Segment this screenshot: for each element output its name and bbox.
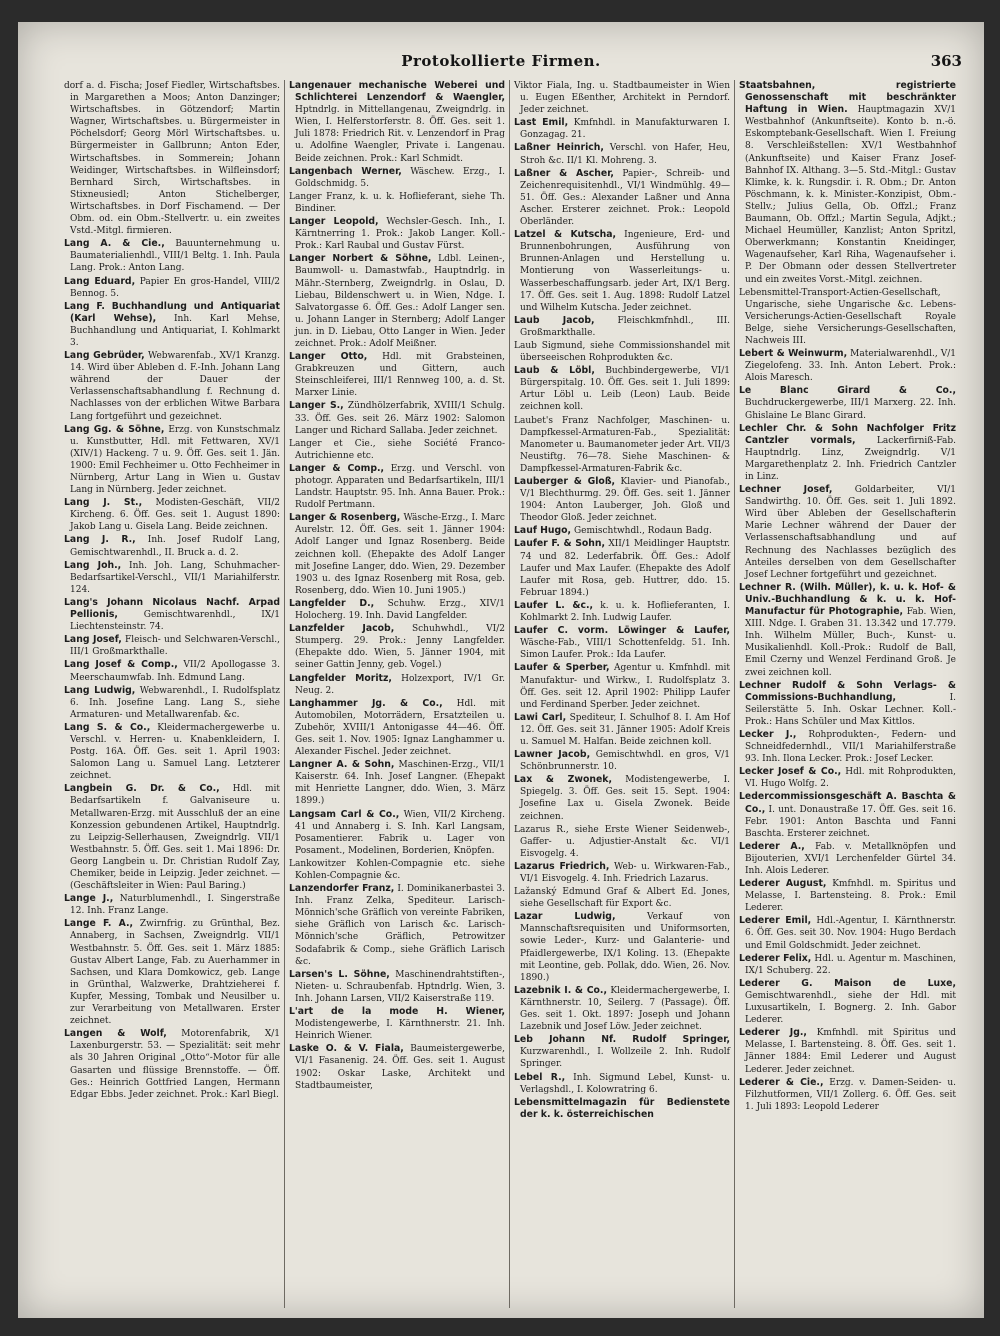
entry-text: Inh. Karl Mehse, Buchhandlung und Antiquariat, I. Kohlmarkt 3. bbox=[70, 313, 280, 348]
directory-entry bbox=[64, 497, 280, 533]
entry-text: Langer et Cie., siehe Société Franco-Autrichienne etc. bbox=[289, 438, 505, 461]
entry-text: I. unt. Donaustraße 17. Öff. Ges. seit 16. Febr. 1901: Anton Baschta und Fanni Baschta. Ersterer zeichnet. bbox=[745, 804, 956, 839]
entry-text: Verschl. von Hafer, Heu, Stroh &c. II/1 Kl. Mohreng. 3. bbox=[520, 143, 730, 166]
firm-name: Laufer L. &c., bbox=[514, 599, 594, 611]
firm-name: Lang Joh., bbox=[64, 559, 122, 571]
entry-text: Goldarbeiter, VI/1 Sandwirthg. 10. Öff. Ges. seit 1. Juli 1892. Wird über Ableben der Gesellschafterin Marie Lechner während der Dauer der Verlassenschaftsabhandlung und auf Rechnung des Nachlasses bezüglich des Anteiles derselben von dem Gesellschafter Josef Lechner fortgeführt und gezeichnet. bbox=[745, 485, 956, 580]
directory-entry bbox=[514, 600, 730, 624]
directory-entry bbox=[289, 883, 505, 968]
directory-entry bbox=[739, 978, 956, 1026]
column-2 bbox=[285, 80, 510, 1308]
directory-entry bbox=[739, 80, 956, 286]
firm-name: Lang J. St., bbox=[64, 497, 143, 509]
firm-name: Langer Norbert & Söhne, bbox=[289, 253, 432, 265]
directory-entry bbox=[64, 80, 280, 237]
directory-entry bbox=[514, 911, 730, 984]
entry-text: Agentur u. Kmfnhdl. mit Manufaktur- und Wirkw., I. Rudolfsplatz 3. Öff. Ges. seit 12. April 1902: Philipp Laufer und Ferdinand Sperber. Jeder zeichnet. bbox=[520, 663, 730, 710]
firm-name: Langsam Carl & Co., bbox=[289, 808, 400, 820]
firm-name: Leb Johann Nf. Rudolf Springer, bbox=[514, 1034, 730, 1046]
entry-text: Modisten-Geschäft, VII/2 Kircheng. 6. Öff. Ges. seit 1. August 1890: Jakob Lang u. Gisela Lang. Beide zeichnen. bbox=[70, 498, 280, 533]
entry-text: k. u. k. Hoflieferanten, I. Kohlmarkt 2. Inh. Ludwig Laufer. bbox=[520, 600, 730, 624]
directory-entry bbox=[739, 348, 956, 384]
running-title: Protokollierte Firmen. bbox=[401, 52, 601, 70]
directory-entry bbox=[739, 841, 956, 877]
firm-name: Langfelder Moritz, bbox=[289, 672, 392, 684]
directory-entry bbox=[64, 597, 280, 633]
directory-entry bbox=[289, 809, 505, 857]
directory-entry bbox=[739, 878, 956, 914]
directory-entry bbox=[289, 80, 505, 165]
firm-name: Lazarus Friedrich, bbox=[514, 860, 610, 872]
entry-text: Kleidermachergewerbe u. Verschl. v. Herren- u. Knabenkleidern, I. Postg. 16A. Öff. Ges. seit 1. April 1903: Salomon Lang u. Samuel Lang. Letzterer zeichnet. bbox=[70, 722, 280, 782]
entry-text: Holzexport, IV/1 Gr. Neug. 2. bbox=[295, 673, 505, 696]
firm-name: Lazebnik I. & Co., bbox=[514, 984, 607, 996]
entry-text: Materialwarenhdl., V/1 Ziegelofeng. 33. Inh. Anton Lebert. Prok.: Alois Maresch. bbox=[745, 349, 956, 384]
directory-entry bbox=[289, 969, 505, 1005]
firm-name: Lawner Jacob, bbox=[514, 749, 591, 761]
firm-name: Langer & Rosenberg, bbox=[289, 512, 401, 524]
directory-entry bbox=[64, 1028, 280, 1101]
firm-name: Langhammer Jg. & Co., bbox=[289, 697, 443, 709]
firm-name: Laub & Löbl, bbox=[514, 365, 595, 377]
firm-name: Lederer A., bbox=[739, 840, 805, 852]
directory-entry bbox=[739, 1077, 956, 1113]
firm-name: Laske O. & V. Fiala, bbox=[289, 1043, 404, 1055]
entry-text: Gemischtwarenhdl., siehe der Hdl. mit Luxusartikeln, I. Bognerg. 2. Inh. Gabor Lederer. bbox=[745, 990, 956, 1026]
firm-name: Lecker Josef & Co., bbox=[739, 766, 842, 778]
directory-entry bbox=[514, 985, 730, 1033]
entry-text: I. Seilerstätte 5. Inh. Oskar Lechner. Koll.-Prok.: Hans Schüler und Max Kittlos. bbox=[745, 692, 956, 727]
directory-entry bbox=[289, 400, 505, 436]
directory-entry bbox=[514, 340, 730, 364]
entry-text: Lankowitzer Kohlen-Compagnie etc. siehe Kohlen-Compagnie &c. bbox=[289, 858, 505, 881]
firm-name: Larsen's L. Söhne, bbox=[289, 968, 390, 980]
firm-name: Lang Josef, bbox=[64, 634, 122, 646]
directory-entry bbox=[289, 166, 505, 190]
directory-entry bbox=[64, 783, 280, 892]
directory-entry bbox=[64, 301, 280, 349]
entry-text: Webwarenhdl., I. Rudolfsplatz 6. Inh. Josefine Lang. Lang S., siehe Armaturen- und Metallwarenfab. &c. bbox=[70, 685, 280, 720]
directory-entry bbox=[739, 680, 956, 728]
directory-entry bbox=[64, 685, 280, 721]
entry-text: Fab. Wien, XIII. Ndge. I. Graben 31. 13.342 und 17.779. Inh. Wilhelm Müller, Buch-, Kunst- u. Musikalienhdl. Koll.-Prok.: Rudolf de Ball, Emil Czerny und Wenzel Ferdinand Groß. Je zwei zeichnen koll. bbox=[745, 607, 957, 678]
firm-name: Langbein G. Dr. & Co., bbox=[64, 783, 220, 795]
entry-text: Erzg. und Verschl. von photogr. Apparaten und Bedarfsartikeln, III/1 Landstr. Hauptstr. 95. Inh. Anna Bauer. Prok.: Rudolf Pertmann. bbox=[295, 463, 505, 511]
entry-text: Hdl. mit Rohprodukten, VI. Hugo Wolfg. 2. bbox=[745, 767, 956, 790]
page-header bbox=[18, 52, 984, 76]
entry-text: Naturblumenhdl., I. Singerstraße 12. Inh. Franz Lange. bbox=[70, 894, 280, 917]
firm-name: Lang Josef & Comp., bbox=[64, 659, 178, 671]
firm-name: Lauf Hugo, bbox=[514, 525, 572, 537]
entry-text: Rohprodukten-, Federn- und Schneidfedernhdl., VII/1 Mariahilferstraße 93. Inh. Ilona Lecker. Prok.: Josef Lecker. bbox=[745, 729, 956, 765]
entry-text: Wäsche-Erzg., I. Marc Aurelstr. 12. Öff. Ges. seit 1. Jänner 1904: Adolf Langer und Ignaz Rosenberg. Beide zeichnen koll. (Ehepakte des Adolf Langer mit Josefine Langer, ddo. Wien, 29. Dezember 1903 u. des Ignaz Rosenberg mit Rosa, geb. Rosenberg, ddo. Wien 10. Juni 1905.) bbox=[295, 513, 505, 596]
directory-entry bbox=[514, 142, 730, 166]
firm-name: Lang Gebrüder, bbox=[64, 350, 145, 362]
directory-entry bbox=[514, 886, 730, 910]
firm-name: Lechner Rudolf & Sohn Verlags- & Commissions-Buchhandlung, bbox=[739, 679, 956, 703]
directory-entry bbox=[514, 861, 730, 885]
firm-name: Langner A. & Sohn, bbox=[289, 759, 395, 771]
entry-text: Inh. Josef Rudolf Lang, Gemischtwarenhdl., II. Bruck a. d. 2. bbox=[70, 535, 280, 558]
entry-text: Kmfnhdl. mit Spiritus und Melasse, I. Bartensteing. 8. Öff. Ges. seit 1. Jänner 1884: Emil Lederer und August Lederer. Jeder zeichnet. bbox=[745, 1028, 956, 1075]
entry-text: Buchbindergewerbe, VI/1 Bürgerspitalg. 10. Öff. Ges. seit 1. Juli 1899: Artur Löbl u. Leib (Leon) Laub. Beide zeichnen koll. bbox=[520, 366, 730, 413]
entry-text: Schuhw. Erzg., XIV/1 Holocherg. 19. Inh. David Langfelder. bbox=[295, 598, 505, 622]
entry-text: Hdl. mit Automobilen, Motorrädern, Ersatzteilen u. Zubehör, XVIII/1 Antonigasse 44—46. Öff. Ges. seit 1. Nov. 1905: Ignaz Langhammer u. Alexander Fischel. Jeder zeichnet. bbox=[295, 698, 505, 758]
directory-entry bbox=[514, 117, 730, 141]
directory-entry bbox=[514, 1072, 730, 1096]
entry-text: Kurzwarenhdl., I. Wollzeile 2. Inh. Rudolf Springer. bbox=[520, 1047, 730, 1070]
directory-entry bbox=[514, 1097, 730, 1121]
firm-name: Lang Eduard, bbox=[64, 275, 136, 287]
directory-entry bbox=[289, 216, 505, 252]
directory-entry bbox=[739, 484, 956, 581]
directory-entry bbox=[64, 534, 280, 558]
entry-text: Papier En gros-Handel, VIII/2 Bennog. 5. bbox=[70, 276, 280, 299]
entry-text: Gemischtwhdl. en gros, V/1 Schönbrunnerstr. 10. bbox=[520, 750, 730, 773]
directory-entry bbox=[289, 623, 505, 671]
firm-name: Lebel R., bbox=[514, 1071, 566, 1083]
entry-text: Baumeistergewerbe, VI/1 Fasanenig. 24. Öff. Ges. seit 1. August 1902: Oskar Laske, Architekt und Stadtbaumeister, bbox=[295, 1044, 505, 1091]
entry-text: Kleidermachergewerbe, I. Kärnthnerstr. 10, Seilerg. 7 (Passage). Öff. Ges. seit 1. Okt. 1897: Joseph und Johann Lazebnik und Josef Löw. Jeder zeichnet. bbox=[520, 985, 730, 1033]
entry-text: Wien, VII/2 Kircheng. 41 und Annaberg i. S. Inh. Karl Langsam, Posamentierer. Fabrik u. Lager von Posament., Modelinen, Borderien, Knöpfen. bbox=[295, 809, 505, 856]
firm-name: Langen & Wolf, bbox=[64, 1028, 167, 1040]
entry-text: Lebensmittel-Transport-Actien-Gesellschaft, Ungarische, siehe Ungarische &c. Lebens-Versicherungs-Actien-Gesellschaft Royale Belge, siehe Versicherungs-Gesellschaften, Nachweis III. bbox=[739, 287, 956, 346]
directory-entry bbox=[514, 229, 730, 314]
directory-entry bbox=[64, 276, 280, 300]
entry-text: VII/2 Apollogasse 3. Meerschaumwfab. Inh. Edmund Lang. bbox=[70, 660, 280, 683]
entry-text: XII/1 Meidlinger Hauptstr. 74 und 82. Lederfabrik. Öff. Ges.: Adolf Laufer und Max Laufer. (Ehepakte des Adolf Laufer mit Rosa, geb. Huttrer, ddo. 15. Februar 1894.) bbox=[520, 539, 731, 598]
firm-name: Lawi Carl, bbox=[514, 711, 567, 723]
document-page bbox=[18, 22, 984, 1318]
directory-entry bbox=[514, 80, 730, 116]
directory-entry bbox=[514, 538, 730, 598]
firm-name: Lederer August, bbox=[739, 878, 827, 890]
entry-text: Wäschew. Erzg., I. Goldschmidg. 5. bbox=[295, 166, 505, 189]
directory-entry bbox=[289, 1043, 505, 1091]
directory-entry bbox=[739, 385, 956, 421]
entry-text: dorf a. d. Fischa; Josef Fiedler, Wirtschaftsbes. in Margarethen a Moos; Anton Danzinger; Wirtschaftsbes. in Götzendorf; Martin Wagner, Wirtschaftsbes. u. Bürgermeister in Pöchelsdorf; Georg Mörl Wirtschaftsbes. u. Bürgermeister in Gallbrunn; Anton Eder, Wirtschaftsbes. in Sommerein; Johann Weidinger, Wirtschaftsbes. in Wilfleinsdorf; Bernhard Sirch, Wirtschaftsbes. in Stixneusiedl; Anton Stichelberger, Wirtschaftsbes. in Dorf Fischamend. — Der Obm. od. ein Obm.-Stellvertr. u. ein zweites Vstd.-Mitgl. firmieren. bbox=[64, 81, 280, 237]
directory-entry bbox=[289, 253, 505, 350]
directory-entry bbox=[289, 598, 505, 622]
directory-entry bbox=[739, 423, 956, 483]
firm-name: Latzel & Kutscha, bbox=[514, 229, 617, 241]
entry-text: Verkauf von Mannschaftsrequisiten und Uniformsorten, sowie Leder-, Kurz- und Galanterie- und Pfaidlergewerbe, IX/1 Koling. 13. (Ehepakte mit Leontine, geb. Pollak, ddo. Wien, 26. Nov. 1890.) bbox=[520, 912, 730, 983]
directory-entry bbox=[289, 673, 505, 697]
directory-entry bbox=[739, 1027, 956, 1075]
firm-name: Lauberger & Gloß, bbox=[514, 476, 616, 487]
entry-text: Hdl. u. Agentur m. Maschinen, IX/1 Schuberg. 22. bbox=[745, 953, 956, 976]
directory-entry bbox=[739, 582, 956, 679]
firm-name: Lange F. A., bbox=[64, 918, 134, 930]
directory-entry bbox=[514, 749, 730, 773]
entry-text: Hdl. mit Bedarfsartikeln f. Galvaniseure u. Metallwaren-Erzg. mit Ausschluß der an eine Konzession gebundenen Artikel, Hauptndrlg. zu Leipzig-Sellerhausen, Zweigndrlg. VII/1 Westbahnstr. 5. Öff. Ges. seit 1. Mai 1896: Dr. Georg Langbein u. Dr. Christian Rudolf Zay, Chemiker, beide in Leipzig. Jeder zeichnet. — (Geschäftsleiter in Wien: Paul Baring.) bbox=[70, 784, 280, 892]
entry-text: Papier-, Schreib- und Zeichenrequisitenhdl., VI/1 Windmühlg. 49—51. Öff. Ges.: Alexander Laßner und Anna Ascher. Ersterer zeichnet. Prok.: Leopold Oberländer. bbox=[520, 168, 730, 228]
firm-name: Lang's Johann Nicolaus Nachf. Arpad Pellionis, bbox=[64, 596, 280, 621]
directory-entry bbox=[64, 350, 280, 423]
directory-entry bbox=[289, 759, 505, 807]
directory-entry bbox=[289, 698, 505, 758]
directory-entry bbox=[514, 365, 730, 413]
directory-entry bbox=[514, 824, 730, 860]
directory-entry bbox=[64, 893, 280, 917]
firm-name: Langer S., bbox=[289, 400, 344, 412]
firm-name: Laßner & Ascher, bbox=[514, 167, 614, 179]
entry-text: Gemischtwhdl., Rodaun Badg. bbox=[573, 526, 712, 537]
directory-entry bbox=[289, 858, 505, 882]
directory-entry bbox=[514, 168, 730, 228]
directory-entry bbox=[514, 662, 730, 710]
directory-entry bbox=[289, 191, 505, 215]
firm-name: Laufer F. & Sohn, bbox=[514, 538, 606, 550]
firm-name: Lang Gg. & Söhne, bbox=[64, 423, 165, 435]
firm-name: Lanzendorfer Franz, bbox=[289, 883, 395, 895]
entry-text: Ingenieure, Erd- und Brunnenbohrungen, Ausführung von Brunnen-Anlagen und Herstellung u. Montierung von Wasserleitungs- u. Wasserbeschaffungsarb. jeder Art, IX/1 Berg. 17. Öff. Ges. seit 1. Aug. 1898: Rudolf Latzel und Wilhelm Kutscha. Jeder zeichnet. bbox=[520, 230, 730, 313]
entry-text: Fleischkmfnhdl., III. Großmarkthalle. bbox=[520, 315, 730, 338]
firm-name: Langer Otto, bbox=[289, 351, 368, 363]
directory-entry bbox=[739, 729, 956, 765]
entry-text: Webwarenfab., XV/1 Kranzg. 14. Wird über Ableben d. F.-Inh. Johann Lang während der Dauer der Verlassenschaftsabhandlung f. Rechnung d. Nachlasses von der erblichen Witwe Barbara Lang fortgeführt und gezeichnet. bbox=[70, 351, 280, 422]
column-1 bbox=[60, 80, 285, 1308]
entry-text: Laubet's Franz Nachfolger, Maschinen- u. Dampfkessel-Armaturen-Fab., Spezialität: Manometer u. Baumanometer jeder Art. VII/3 Neustiftg. 76—78. Siehe Maschinen- & Dampfkessel-Armaturen-Fabrik &c. bbox=[514, 415, 730, 474]
column-4 bbox=[735, 80, 960, 1308]
firm-name: L'art de la mode H. Wiener, bbox=[289, 1006, 505, 1018]
firm-name: Lang F. Buchhandlung und Antiquariat (Karl Wehse), bbox=[64, 300, 280, 324]
firm-name: Laufer C. vorm. Löwinger & Laufer, bbox=[514, 625, 730, 637]
entry-text: Zündhölzerfabrik, XVIII/1 Schulg. 33. Öff. Ges. seit 26. März 1902: Salomon Langer und Richard Sallaba. Jeder zeichnet. bbox=[295, 401, 505, 436]
directory-entry bbox=[64, 918, 280, 1027]
entry-text: Bauunternehmung u. Baumaterialienhdl., VIII/1 Beltg. 1. Inh. Paula Lang. Prok.: Anton Lang. bbox=[70, 239, 280, 274]
directory-entry bbox=[514, 315, 730, 339]
entry-text: I. Dominikanerbastei 3. Inh. Franz Zelka, Spediteur. Larisch-Mönnich'sche Gräflich von vereinte Fabriken, siehe Gräflich von Larisch &c. Larisch-Mönnich'sche Gräflich, Petrowitzer Sodafabrik & Comp., siehe Gräflich Larisch &c. bbox=[295, 884, 505, 967]
directory-entry bbox=[514, 415, 730, 475]
entry-text: Ldbl. Leinen-, Baumwoll- u. Damastwfab., Hauptndrlg. in Mähr.-Sternberg, Zweigndrlg. in Oslau, D. Liebau, Bildenschwert u. in Wien, Ndge. I. Salvatorgasse 6. Öff. Ges.: Adolf Langer sen. u. Johann Langer in Sternberg; Adolf Langer jun. in D. Liebau, Otto Langer in Wien. Jeder zeichnet. Prok.: Adolf Meißner. bbox=[295, 254, 505, 349]
firm-name: Lax & Zwonek, bbox=[514, 774, 612, 786]
entry-text: Lažanský Edmund Graf & Albert Ed. Jones, siehe Gesellschaft für Export &c. bbox=[514, 887, 730, 910]
entry-text: Gemischtwarenhdl., IX/1 Liechtensteinstr. 74. bbox=[70, 610, 280, 633]
directory-entry bbox=[739, 287, 956, 347]
directory-entry bbox=[514, 774, 730, 822]
firm-name: Lederer & Cie., bbox=[739, 1076, 824, 1088]
entry-text: Lazarus R., siehe Erste Wiener Seidenweb-, Gaffer- u. Adjustier-Anstalt &c. VI/1 Eisvogelg. 4. bbox=[514, 824, 730, 859]
firm-name: Langenbach Werner, bbox=[289, 165, 402, 177]
firm-name: Lechner Josef, bbox=[739, 484, 833, 496]
text-columns bbox=[60, 80, 962, 1308]
directory-entry bbox=[289, 1006, 505, 1042]
entry-text: Laub Sigmund, siehe Commissionshandel mit überseeischen Rohprodukten &c. bbox=[514, 340, 730, 364]
firm-name: Lang Ludwig, bbox=[64, 684, 136, 696]
entry-text: Modistengewerbe, I. Spiegelg. 3. Öff. Ges. seit 15. Sept. 1904: Josefine Lax u. Gisela Zwonek. Beide zeichnen. bbox=[520, 775, 730, 822]
entry-text: Erzg. v. Damen-Seiden- u. Filzhutformen, VII/1 Zollerg. 6. Öff. Ges. seit 1. Juli 1893: Leopold Lederer bbox=[745, 1077, 956, 1112]
directory-entry bbox=[289, 512, 505, 597]
firm-name: Lanzfelder Jacob, bbox=[289, 623, 395, 635]
directory-entry bbox=[64, 424, 280, 497]
firm-name: Langenauer mechanische Weberei und Schlichterei Lenzendorf & Waengler, bbox=[289, 80, 505, 104]
entry-text: Kmfnhdl. m. Spiritus und Melasse, I. Bartensteing. 8. Prok.: Emil Lederer. bbox=[745, 879, 956, 914]
firm-name: Lederer G. Maison de Luxe, bbox=[739, 977, 956, 989]
column-3 bbox=[510, 80, 735, 1308]
firm-name: Langer & Comp., bbox=[289, 462, 385, 474]
firm-name: Lederer Felix, bbox=[739, 952, 812, 964]
entry-text: Hptndrlg. in Mittellangenau, Zweigndrlg. in Wien, I. Helferstorferstr. 8. Öff. Ges. seit 1. Juli 1878: Friedrich Rit. v. Lenzendorf in Prag u. Adolfine Waengler, Private i. Langenau. Beide zeichnen. Prok.: Karl Schmidt. bbox=[295, 105, 505, 164]
firm-name: Lang S. & Co., bbox=[64, 721, 151, 733]
directory-entry bbox=[514, 625, 730, 661]
entry-text: Web- u. Wirkwaren-Fab., VI/1 Eisvogelg. 4. Inh. Friedrich Lazarus. bbox=[520, 861, 730, 884]
directory-entry bbox=[289, 438, 505, 462]
firm-name: Lazar Ludwig, bbox=[514, 911, 616, 923]
entry-text: Inh. Sigmund Lebel, Kunst- u. Verlagshdl., I. Kolowratring 6. bbox=[520, 1072, 730, 1095]
directory-entry bbox=[514, 476, 730, 524]
entry-text: Erzg. von Kunstschmalz u. Kunstbutter, Hdl. mit Fettwaren, XV/1 (XIV/1) Hackeng. 7 u. 9. Öff. Ges. seit 1. Jän. 1900: Emil Fechheimer u. Otto Fechheimer in Nürnberg, Artur Lang in Wien u. Gustav Lang in Nürnberg. Jeder zeichnet. bbox=[70, 424, 280, 496]
entry-text: Viktor Fiala, Ing. u. Stadtbaumeister in Wien u. Eugen Eßenther, Architekt in Perndorf. Jeder zeichnet. bbox=[514, 81, 730, 116]
entry-text: Lackerfirniß-Fab. Hauptndrlg. Linz, Zweigndrlg. V/1 Margarethenplatz 2. Inh. Friedrich Cantzler in Linz. bbox=[745, 435, 956, 482]
entry-text: Hauptmagazin XV/1 Westbahnhof (Ankunftseite). Konto b. n.-ö. Eskomptebank-Gesellschaft. Wien I. Freiung 8. Verschleißstellen: XV/1 Westbahnhof (Ankunftseite) und Kaiser Franz Josef-Bahnhof IX. Althang. 3—5. Std.-Mitgl.: Gustav Klimke, k. k. Rungsdir. i. R. Obm.; Dr. Anton Pöschmann, k. k. Minister.-Konzipist, Obm.-Stellv.; Julius Gella, Ob. Offzl.; Franz Baumann, Ob. Offzl.; Martin Segula, Adjkt.; Michael Heumüller, Kanzlist; Anton Spritzl, Oberwerkmann; Konstantin Kneidinger, Wagenaufseher, Karl Riha, Wagenaufseher i. P. Der Obmann oder dessen Stellvertreter und ein zweites Vorst.-Mitgl. zeichnen. bbox=[745, 105, 956, 285]
directory-entry bbox=[514, 1034, 730, 1070]
entry-text: Buchdruckergewerbe, III/1 Marxerg. 22. Inh. Ghislaine Le Blanc Girard. bbox=[745, 398, 956, 421]
firm-name: Lang J. R., bbox=[64, 534, 136, 546]
directory-entry bbox=[739, 915, 956, 951]
entry-text: Kmfnhdl. in Manufakturwaren I. Gonzagag. 21. bbox=[520, 118, 730, 141]
entry-text: Wäsche-Fab., VIII/1 Schottenfeldg. 51. Inh. Simon Laufer. Prok.: Ida Laufer. bbox=[520, 638, 730, 661]
directory-entry bbox=[514, 525, 730, 537]
entry-text: Fab. v. Metallknöpfen und Bijouterien, XVI/1 Lerchenfelder Gürtel 34. Inh. Alois Lederer. bbox=[745, 841, 956, 876]
entry-text: Zwirnfrig. zu Grünthal, Bez. Annaberg, in Sachsen, Zweigndrlg. VII/1 Westbahnstr. 5. Öff. Ges. seit 1. März 1885: Gustav Albert Lange, Fab. zu Auerhammer in Sachsen, und Klara Domkowicz, geb. Lange in Grünthal, Walzwerke, Drahtzieherei f. Kupfer, Messing, Tombak und Neusilber u. zur Verarbeitung von Metallwaren. Erster zeichnet. bbox=[70, 919, 280, 1027]
firm-name: Last Emil, bbox=[514, 117, 569, 129]
entry-text: Klavier- und Pianofab., V/1 Blechthurmg. 29. Öff. Ges. seit 1. Jänner 1904: Anton Lauberger, Joh. Gloß und Theodor Gloß. Jeder zeichnet. bbox=[520, 477, 730, 524]
directory-entry bbox=[514, 712, 730, 748]
entry-text: Inh. Joh. Lang, Schuhmacher-Bedarfsartikel-Verschl., VII/1 Mariahilferstr. 124. bbox=[70, 560, 280, 595]
entry-text: Motorenfabrik, X/1 Laxenburgerstr. 53. — Spezialität: seit mehr als 30 Jahren Original „Otto“-Motor für alle Gasarten und flüssige Brennstoffe. — Öff. Ges.: Heinrich Gottfried Langen, Hermann Edgar Ebbs. Jeder zeichnet. Prok.: Karl Biegl. bbox=[70, 1029, 280, 1100]
firm-name: Lederer Emil, bbox=[739, 915, 812, 927]
firm-name: Lange J., bbox=[64, 893, 114, 905]
entry-text: Spediteur, I. Schulhof 8. I. Am Hof 12. Öff. Ges. seit 31. Jänner 1905: Adolf Kreis u. Samuel M. Halfan. Beide zeichnen koll. bbox=[520, 712, 730, 747]
firm-name: Lechner R. (Wilh. Müller), k. u. k. Hof- & Univ.-Buchhandlung & k. u. k. Hof-Manufactur für Photographie, bbox=[739, 581, 956, 618]
entry-text: Wechsler-Gesch. Inh., I. Kärntnerring 1. Prok.: Jakob Langer. Koll.-Prok.: Karl Raubal und Gustav Fürst. bbox=[295, 217, 505, 252]
firm-name: Lederer Jg., bbox=[739, 1027, 807, 1039]
directory-entry bbox=[739, 766, 956, 790]
directory-entry bbox=[64, 560, 280, 596]
firm-name: Ledercommissionsgeschäft A. Baschta & Co., bbox=[739, 791, 956, 815]
firm-name: Laub Jacob, bbox=[514, 314, 595, 326]
entry-text: Langer Franz, k. u. k. Hoflieferant, siehe Th. Bindiner. bbox=[289, 191, 505, 214]
directory-entry bbox=[739, 791, 956, 839]
directory-entry bbox=[289, 463, 505, 511]
firm-name: Laßner Heinrich, bbox=[514, 142, 604, 154]
entry-text: Modistengewerbe, I. Kärnthnerstr. 21. Inh. Heinrich Wiener. bbox=[295, 1019, 505, 1042]
entry-text: Schuhwhdl., VI/2 Stumperg. 29. Prok.: Jenny Langfelder. (Ehepakte ddo. Wien, 5. Jänner 1904, mit seiner Gattin Jenny, geb. Vogel.) bbox=[295, 624, 505, 671]
directory-entry bbox=[64, 634, 280, 658]
firm-name: Staatsbahnen, registrierte Genossenschaft mit beschränkter Haftung in Wien. bbox=[739, 80, 956, 116]
entry-text: Fleisch- und Selchwaren-Verschl., III/1 Großmarkthalle. bbox=[70, 635, 280, 658]
firm-name: Le Blanc Girard & Co., bbox=[739, 385, 956, 397]
entry-text: Hdl. mit Grabsteinen, Grabkreuzen und Gittern, auch Steinschleiferei, III/1 Rennweg 100, a. d. St. Marxer Linie. bbox=[295, 352, 505, 399]
firm-name: Laufer & Sperber, bbox=[514, 662, 610, 674]
directory-entry bbox=[64, 722, 280, 782]
entry-text: Maschinen-Erzg., VII/1 Kaiserstr. 64. Inh. Josef Langner. (Ehepakt mit Henriette Langner, ddo. Wien, 3. März 1899.) bbox=[295, 760, 505, 807]
page-number: 363 bbox=[930, 52, 962, 70]
directory-entry bbox=[64, 659, 280, 683]
entry-text: Hdl.-Agentur, I. Kärnthnerstr. 6. Öff. Ges. seit 30. Nov. 1904: Hugo Berdach und Emil Goldschmidt. Jeder zeichnet. bbox=[745, 916, 956, 951]
firm-name: Lang A. & Cie., bbox=[64, 238, 165, 250]
directory-entry bbox=[289, 351, 505, 399]
directory-entry bbox=[739, 953, 956, 977]
firm-name: Lechler Chr. & Sohn Nachfolger Fritz Cantzler vormals, bbox=[739, 422, 956, 446]
entry-text: Maschinendrahtstiften-, Nieten- u. Schraubenfab. Hptndrlg. Wien, 3. Inh. Johann Larsen, VII/2 Kaiserstraße 119. bbox=[295, 969, 505, 1004]
firm-name: Lebert & Weinwurm, bbox=[739, 348, 848, 360]
firm-name: Langer Leopold, bbox=[289, 216, 379, 228]
firm-name: Lebensmittelmagazin für Bedienstete der k. k. österreichischen bbox=[514, 1096, 730, 1120]
firm-name: Langfelder D., bbox=[289, 597, 375, 609]
directory-entry bbox=[64, 238, 280, 274]
firm-name: Lecker J., bbox=[739, 728, 797, 740]
